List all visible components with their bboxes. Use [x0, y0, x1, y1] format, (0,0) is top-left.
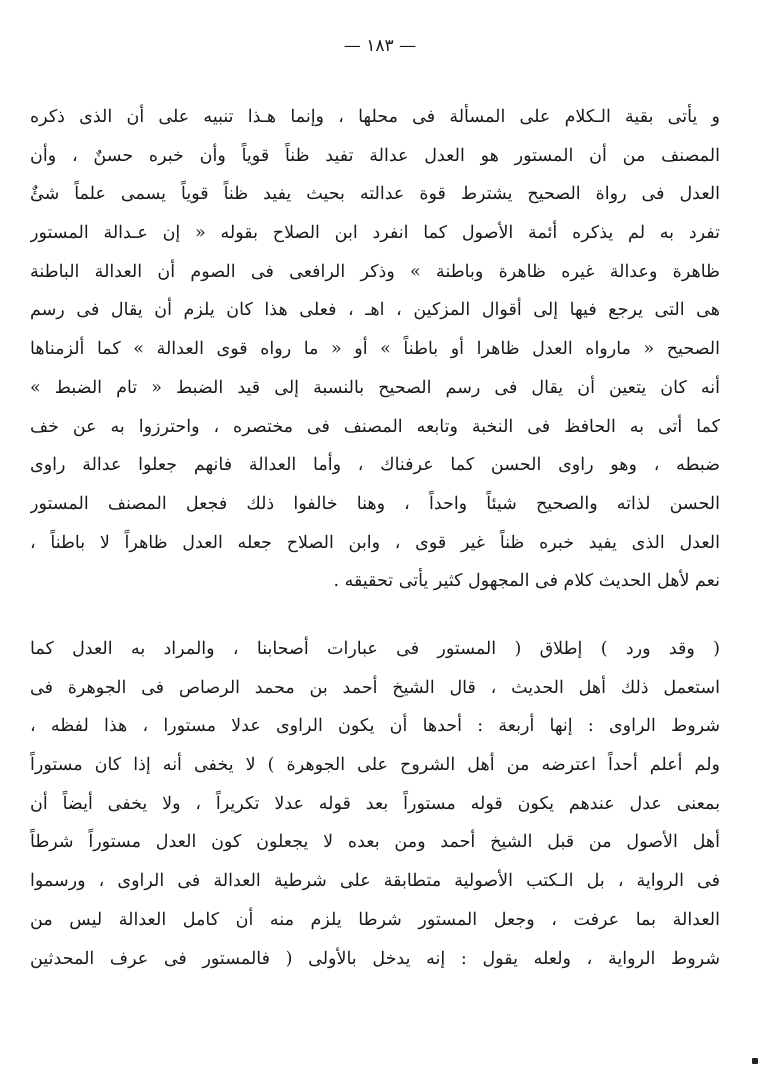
text-line: المصنف من أن المستور هو العدل عدالة تفيد ظناً قوياً وأن خبره حسنٌ ، وأن — [30, 145, 720, 166]
corner-mark — [752, 1058, 758, 1064]
text-line: العدالة بما عرفت ، وجعل المستور شرطا يلزم منه أن كامل العدالة ليس من — [30, 909, 720, 930]
text-line: أنه كان يتعين أن يقال فى رسم الصحيح بالنسبة إلى قيد الضبط « تام الضبط » — [30, 377, 720, 398]
text-line: فى الرواية ، بل الـكتب الأصولية متطابقة على شرطية العدالة فى الراوى ، ورسموا — [30, 871, 720, 892]
text-line: شروط الراوى : إنها أربعة : أحدها أن يكون الراوى عدلا مستورا ، هذا لفظه ، — [30, 716, 720, 737]
text-line: كما أتى به الحافظ فى النخبة وتابعه المصنف فى مختصره ، واحترزوا به عن خف — [30, 416, 720, 437]
text-line: الحسن لذاته والصحيح شيئاً واحداً ، وهنا خالفوا ذلك فجعل المصنف المستور — [30, 493, 720, 514]
text-line: أهل الأصول من قبل الشيخ أحمد ومن بعده لا يجعلون كون العدل مستوراً شرطاً — [30, 832, 720, 853]
text-line: هى التى يرجع فيها إلى أقوال المزكين ، اهـ ، فعلى هذا كان يلزم أن يقال فى رسم — [30, 300, 720, 321]
paragraph-2 — [30, 630, 720, 978]
text-line: نعم لأهل الحديث كلام فى المجهول كثير يأتى تحقيقه . — [333, 571, 720, 592]
text-line: بمعنى عدل عندهم يكون قوله مستوراً بعد قوله عدلا تكريراً ، ولا يخفى أيضاً أن — [30, 793, 720, 814]
paragraph-1 — [30, 98, 720, 601]
text-line: الصحيح « مارواه العدل ظاهرا أو باطناً » أو « ما رواه قوى العدالة » كما ألزمناها — [30, 339, 720, 360]
text-line: ضبطه ، وهو راوى الحسن كما عرفناك ، وأما العدالة فانهم جعلوا عدالة راوى — [30, 455, 720, 476]
text-line: العدل فى رواة الصحيح يشترط قوة عدالته بحيث يفيد ظناً قوياً يسمى علماً شئٌ — [30, 184, 720, 205]
text-line: استعمل ذلك أهل الحديث ، قال الشيخ أحمد بن محمد الرصاص فى الجوهرة فى — [30, 677, 720, 698]
text-line: و يأتى بقية الـكلام على المسألة فى محلها ، وإنما هـذا تنبيه على أن الذى ذكره — [30, 107, 720, 127]
page-number: — ١٨٣ — — [343, 36, 417, 56]
text-line: ( وقد ورد ) إطلاق ( المستور فى عبارات أصحابنا ، والمراد به العدل كما — [30, 639, 720, 659]
text-line: تفرد به لم يذكره أئمة الأصول كما انفرد ابن الصلاح بقوله « إن عـدالة المستور — [30, 223, 720, 244]
text-line: شروط الرواية ، ولعله يقول : إنه يدخل بالأولى ( فالمستور فى عرف المحدثين — [30, 948, 720, 969]
text-line: العدل الذى يفيد خبره ظناً غير قوى ، وابن الصلاح جعله العدل ظاهراً لا باطناً ، — [30, 532, 720, 553]
text-line: ظاهرة وعدالة غيره ظاهرة وباطنة » وذكر الرافعى فى الصوم أن العدالة الباطنة — [30, 261, 720, 282]
text-line: ولم أعلم أحداً اعترضه من أهل الشروح على الجوهرة ) لا يخفى أنه إذا كان مستوراً — [30, 755, 720, 776]
